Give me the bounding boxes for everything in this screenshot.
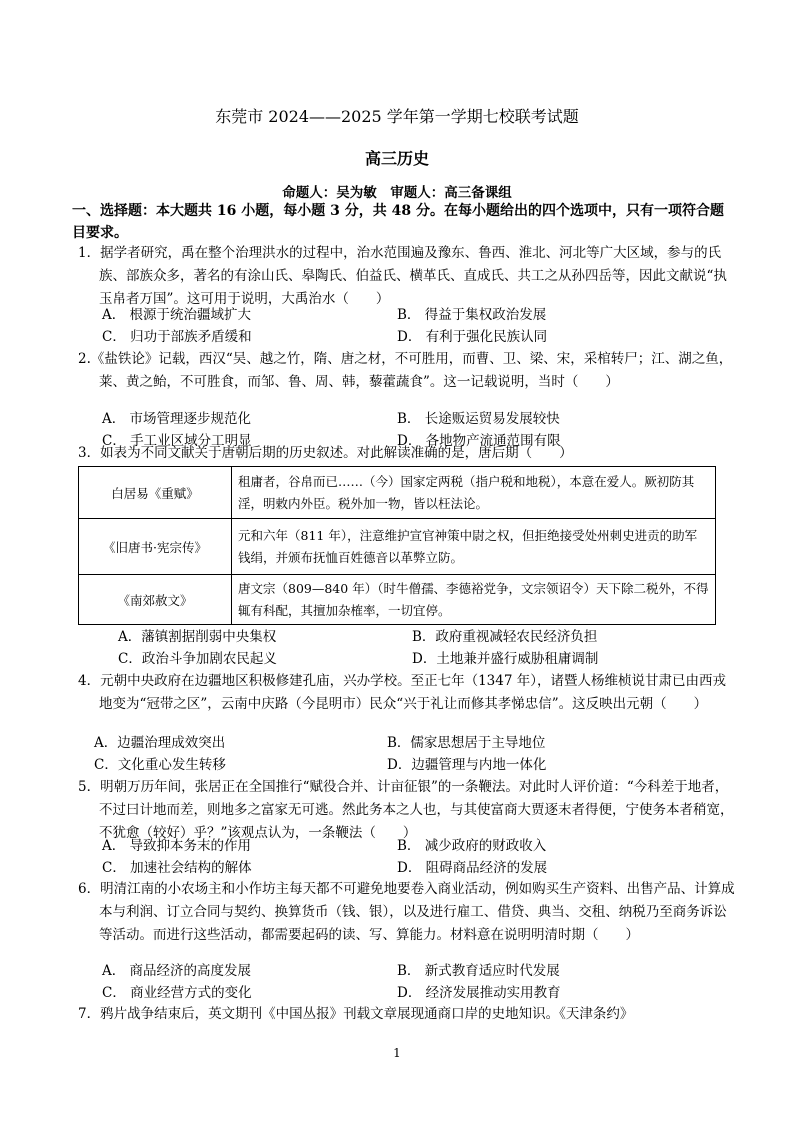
question-7-stem: 7．鸦片战争结束后，英文期刊《中国丛报》刊载文章展现通商口岸的史地知识。《天津条约》: [78, 1006, 634, 1022]
q6-option-c: C． 商业经营方式的变化: [102, 985, 252, 1001]
q4-option-d: D．边疆管理与内地一体化: [387, 757, 547, 773]
q5-option-c: C． 加速社会结构的解体: [102, 860, 252, 876]
q6-option-d: D． 经济发展推动实用教育: [397, 985, 561, 1001]
q1-option-a: A． 根源于统治疆域扩大: [102, 307, 252, 323]
table-row: [79, 467, 716, 519]
q3-option-d: D．土地兼并盛行威胁租庸调制: [412, 651, 599, 667]
q5-option-d: D． 阻碍商品经济的发展: [397, 860, 548, 876]
question-3-stem: 3．如表为不同文献关于唐朝后期的历史叙述。对此解读准确的是，唐后期（ ）: [78, 445, 573, 461]
q2-option-b: B． 长途贩运贸易发展较快: [397, 411, 560, 427]
source-text: 唐文宗（809—840 年）（时牛僧孺、李德裕党争，文宗领诏令）天下除二税外，不得辄有科配，其擅加杂榷率，一切宜停。: [232, 575, 716, 625]
q1-option-c: C． 归功于部族矛盾缓和: [102, 329, 252, 345]
subject-title: 高三历史: [364, 149, 429, 168]
source-text: 元和六年（811 年），注意维护宣官神策中尉之权，但拒绝接受处州刺史进贡的助军钱绢，并颁布抚恤百姓德音以革弊立防。: [232, 519, 716, 575]
source-title: 白居易《重赋》: [79, 467, 232, 519]
source-text: 租庸者，谷帛而已……（今）国家定两税（指户税和地税），本意在爱人。厥初防其淫，明敕内外臣。税外加一物，皆以枉法论。: [232, 467, 716, 519]
q3-option-a: A．藩镇割据削弱中央集权: [118, 629, 277, 645]
question-6-stem: 6．明清江南的小农场主和小作坊主每天都不可避免地要卷入商业活动，例如购买生产资料、出售产品、计算成本与利润、订立合同与契约、换算货币（钱、银），以及进行雇工、借贷、典当、交租、纳税乃至商务诉讼等活动。而进行这些活动，都需要起码的读、写、算能力。材料意在说明明清时期（ ）: [78, 881, 735, 944]
q4-option-c: C．文化重心发生转移: [94, 757, 226, 773]
question-2-stem: 2.《盐铁论》记载，西汉“吴、越之竹，隋、唐之材，不可胜用，而曹、卫、梁、宋，采棺转尸；江、湖之鱼，莱、黄之鲐，不可胜食，而邹、鲁、周、韩，藜藿蔬食”。这一记载说明，当时（ ）: [78, 351, 733, 391]
page-number: 1: [393, 1046, 401, 1060]
q3-option-c: C．政治斗争加剧农民起义: [118, 651, 277, 667]
question-4-stem: 4．元朝中央政府在边疆地区积极修建孔庙，兴办学校。至正七年（1347 年），诸暨人杨维桢说甘肃已由西戎地变为“冠带之区”，云南中庆路（今昆明市）民众“兴于礼让而修其孝悌忠信”。这反映出元朝（ ）: [78, 673, 726, 713]
q5-option-a: A． 导致抑本务末的作用: [102, 838, 252, 854]
question-1-stem: 1．据学者研究，禹在整个治理洪水的过程中，治水范围遍及豫东、鲁西、淮北、河北等广大区域，参与的氏族、部族众多，著名的有涂山氏、皋陶氏、伯益氏、横革氏、直成氏、共工之从孙四岳等，因此文献说“执玉帛者万国”。这可用于说明，大禹治水（ ）: [78, 245, 727, 308]
table-row: [79, 519, 716, 575]
exam-title: 东莞市 2024——2025 学年第一学期七校联考试题: [215, 107, 579, 126]
q6-option-a: A． 商品经济的高度发展: [102, 963, 252, 979]
q1-option-d: D． 有利于强化民族认同: [397, 329, 548, 345]
source-title: 《旧唐书·宪宗传》: [79, 519, 232, 575]
source-title: 《南郊赦文》: [79, 575, 232, 625]
sources-table: [78, 466, 716, 625]
q4-option-a: A．边疆治理成效突出: [94, 735, 226, 751]
q3-option-b: B．政府重视减轻农民经济负担: [412, 629, 598, 645]
q2-option-a: A． 市场管理逐步规范化: [102, 411, 252, 427]
q6-option-b: B． 新式教育适应时代发展: [397, 963, 560, 979]
authors-line: 命题人：吴为敏 审题人：高三备课组: [282, 185, 512, 201]
q1-option-b: B． 得益于集权政治发展: [397, 307, 547, 323]
q2-option-c: C． 手工业区域分工明显: [102, 433, 252, 449]
q5-option-b: B． 减少政府的财政收入: [397, 838, 547, 854]
question-5-stem: 5．明朝万历年间，张居正在全国推行“赋役合并、计亩征银”的一条鞭法。对此时人评价道：“今科差于地者，不过曰计地而差，则地多之富家无可逃。然此务本之人也，与其使富商大贾逐末者得便，宁使务本者稍宽，不犹愈（较好）乎？”该观点认为，一条鞭法（ ）: [78, 779, 734, 842]
q4-option-b: B．儒家思想居于主导地位: [387, 735, 546, 751]
section-heading: 一、选择题：本大题共 16 小题，每小题 3 分，共 48 分。在每小题给出的四个选项中，只有一项符合题目要求。: [72, 203, 724, 241]
q2-option-d: D． 各地物产流通范围有限: [397, 433, 561, 449]
table-row: [79, 575, 716, 625]
